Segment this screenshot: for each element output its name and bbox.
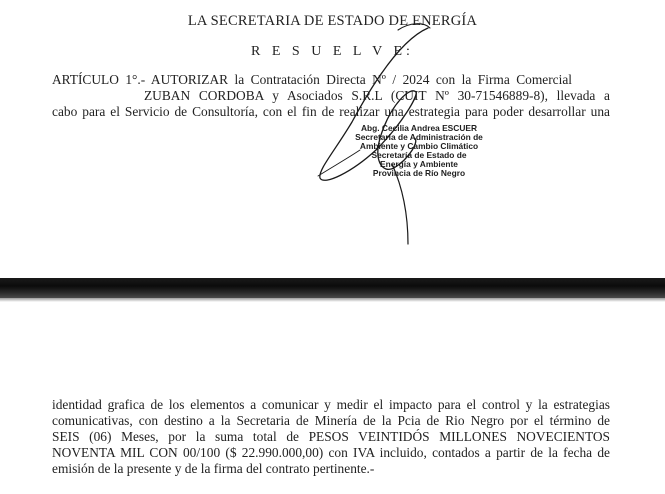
stamp-line: Provincia de Río Negro xyxy=(372,168,466,178)
continuation-line-1: identidad grafica de los elementos a comunicar y medir el impacto para el control y la estrategias xyxy=(52,397,610,412)
stamp-line: Energía y Ambiente xyxy=(380,159,458,169)
stamp-line: Secretaria de Administración de xyxy=(355,132,483,142)
issuing-authority-heading: LA SECRETARIA DE ESTADO DE ENERGÍA xyxy=(187,13,478,29)
page-scan-divider-shadow xyxy=(0,298,665,302)
article-line-2: ZUBAN CORDOBA y Asociados S.R.L (CUIT Nº 30-71546889-8), llevada a xyxy=(144,88,610,103)
stamp-line: Abg. Cecilia Andrea ESCUER xyxy=(360,123,478,133)
continuation-line-2: comunicativas, con destino a la Secretaria de Minería de la Pcia de Rio Negro por el término de xyxy=(52,413,610,428)
article-line-1: ARTÍCULO 1°.- AUTORIZAR la Contratación Directa Nº / 2024 con la Firma Comercial xyxy=(52,72,572,87)
continuation-line-4: NOVENTA MIL CON 00/100 ($ 22.990.000,00) con IVA incluido, contados a partir de la fecha de xyxy=(52,445,610,460)
stamp-line: Ambiente y Cambio Climático xyxy=(359,141,479,151)
continuation-line-5: emisión de la presente y de la firma del contrato pertinente.- xyxy=(52,461,375,476)
stamp-line: Secretaría de Estado de xyxy=(371,150,467,160)
article-line-3: cabo para el Servicio de Consultoría, con el fin de realizar una estrategia para poder desarrollar una xyxy=(52,104,610,119)
official-stamp xyxy=(344,124,494,178)
page-scan-divider xyxy=(0,278,665,298)
continuation-line-3: SEIS (06) Meses, por la suma total de PESOS VEINTIDÓS MILLONES NOVECIENTOS xyxy=(52,429,610,444)
resolves-heading: R E S U E L V E: xyxy=(251,44,414,59)
